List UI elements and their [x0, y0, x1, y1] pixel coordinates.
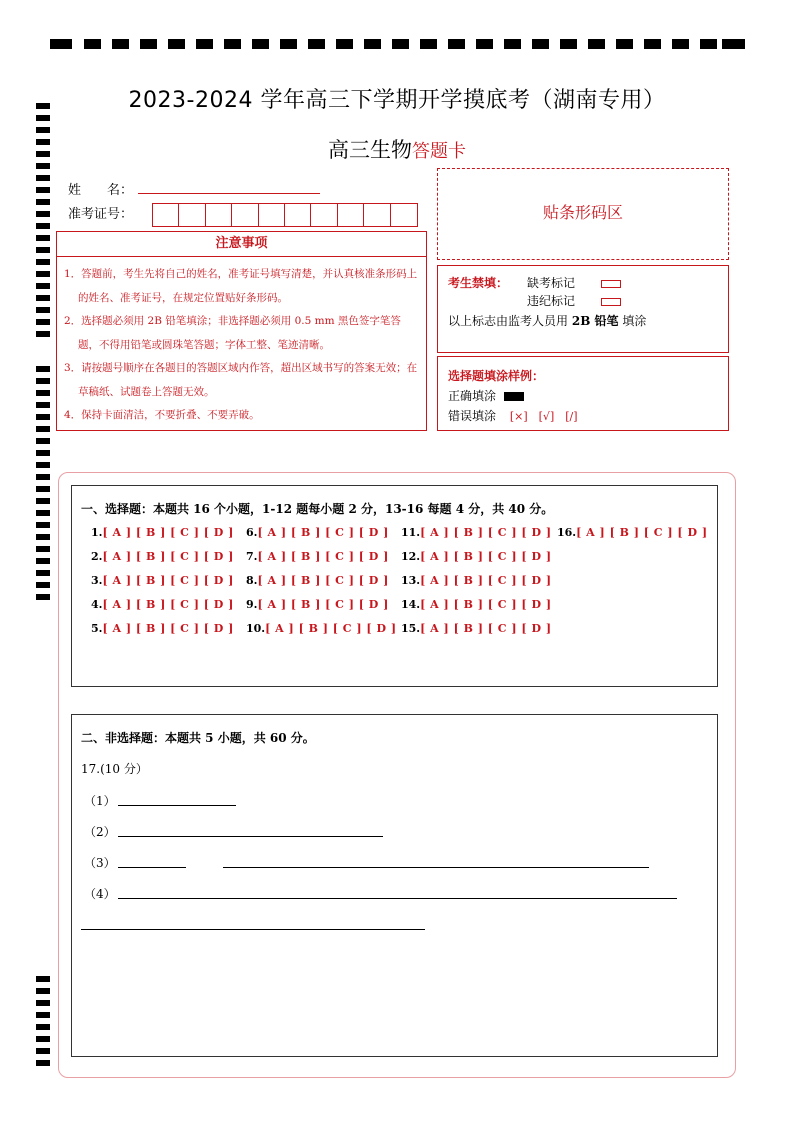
answer-options[interactable]: [ A ] [ B ] [ C ] [ D ] — [102, 574, 234, 587]
question-number: 14. — [401, 598, 421, 611]
question-number: 16. — [557, 526, 577, 539]
fill-sample-box — [437, 356, 729, 431]
question-number: 11. — [401, 526, 421, 539]
forbid-note-prefix: 以上标志由监考人员用 — [448, 314, 569, 328]
forbid-box — [437, 265, 729, 353]
question-number: 4. — [91, 598, 103, 611]
section1-title: 一、选择题：本题共 16 个小题，1-12 题每小题 2 分，13-16 每题 4 分，共 40 分。 — [81, 502, 554, 516]
part-2-label: （2） — [84, 825, 116, 839]
answer-options[interactable]: [ A ] [ B ] [ C ] [ D ] — [420, 526, 552, 539]
mc-question — [246, 550, 389, 563]
answer-options[interactable]: [ A ] [ B ] [ C ] [ D ] — [257, 574, 389, 587]
mc-question — [246, 598, 389, 611]
mc-question — [401, 574, 552, 587]
answer-options[interactable]: [ A ] [ B ] [ C ] [ D ] — [265, 622, 397, 635]
card-label: 答题卡 — [412, 141, 466, 162]
notice-item-4: 4．保持卡面清洁，不要折叠、不要弄破。 — [64, 409, 260, 421]
notice-box — [56, 231, 427, 431]
part-3-label: （3） — [84, 856, 116, 870]
answer-options[interactable]: [ A ] [ B ] [ C ] [ D ] — [420, 622, 552, 635]
forbid-note — [448, 312, 646, 329]
violation-checkbox[interactable] — [601, 298, 621, 306]
mc-question — [401, 598, 552, 611]
exam-title: 2023-2024 学年高三下学期开学摸底考（湖南专用） — [128, 88, 666, 113]
q17-label: 17.(10 分） — [81, 762, 148, 776]
question-number: 8. — [246, 574, 258, 587]
name-field[interactable] — [138, 193, 320, 194]
wrong-marks: [×] [√] [/] — [509, 410, 578, 423]
wrong-sample — [448, 407, 578, 424]
answer-options[interactable]: [ A ] [ B ] [ C ] [ D ] — [102, 550, 234, 563]
mc-question — [91, 598, 234, 611]
violation-label: 违纪标记 — [527, 294, 576, 308]
violation-mark — [527, 292, 621, 309]
notice-heading: 注意事项 — [57, 232, 426, 257]
question-number: 1. — [91, 526, 103, 539]
answer-options[interactable]: [ A ] [ B ] [ C ] [ D ] — [257, 550, 389, 563]
question-number: 5. — [91, 622, 103, 635]
wrong-label: 错误填涂 — [448, 409, 497, 423]
subject-name: 高三生物 — [328, 138, 412, 162]
answer-options[interactable]: [ A ] [ B ] [ C ] [ D ] — [576, 526, 708, 539]
answer-options[interactable]: [ A ] [ B ] [ C ] [ D ] — [420, 598, 552, 611]
mc-question — [91, 622, 234, 635]
forbid-label: 考生禁填： — [448, 276, 509, 290]
question-number: 7. — [246, 550, 258, 563]
absent-label: 缺考标记 — [527, 276, 576, 290]
part-4-label: （4） — [84, 887, 116, 901]
mc-question — [246, 622, 397, 635]
absent-mark — [527, 274, 621, 291]
mc-question — [401, 550, 552, 563]
mc-question — [91, 550, 234, 563]
part-3-blank-b[interactable] — [223, 867, 649, 868]
mc-question — [246, 526, 389, 539]
question-number: 13. — [401, 574, 421, 587]
absent-checkbox[interactable] — [601, 280, 621, 288]
filled-mark-icon — [504, 392, 524, 401]
forbid-note-suffix: 填涂 — [622, 314, 647, 328]
question-number: 9. — [246, 598, 258, 611]
answer-options[interactable]: [ A ] [ B ] [ C ] [ D ] — [420, 550, 552, 563]
part-3-blank-a[interactable] — [118, 867, 186, 868]
answer-options[interactable]: [ A ] [ B ] [ C ] [ D ] — [420, 574, 552, 587]
correct-sample — [448, 387, 524, 404]
answer-options[interactable]: [ A ] [ B ] [ C ] [ D ] — [102, 598, 234, 611]
section2-title: 二、非选择题：本题共 5 小题，共 60 分。 — [81, 731, 315, 745]
part-4-blank-continued[interactable] — [81, 929, 425, 930]
multiple-choice-section — [71, 485, 718, 687]
part-2-blank[interactable] — [118, 836, 383, 837]
answer-options[interactable]: [ A ] [ B ] [ C ] [ D ] — [102, 622, 234, 635]
question-number: 15. — [401, 622, 421, 635]
mc-question — [557, 526, 708, 539]
free-response-section — [71, 714, 718, 1057]
mc-question — [246, 574, 389, 587]
forbid-note-pencil: 2B 铅笔 — [571, 314, 619, 328]
notice-item-1: 1．答题前，考生先将自己的姓名，准考证号填写清楚，并认真核准条形码上的姓名、准考证号，在规定位置贴好条形码。 — [64, 268, 418, 304]
id-label: 准考证号： — [68, 207, 134, 222]
question-number: 2. — [91, 550, 103, 563]
answer-options[interactable]: [ A ] [ B ] [ C ] [ D ] — [257, 598, 389, 611]
question-number: 3. — [91, 574, 103, 587]
exam-id-boxes[interactable] — [152, 203, 418, 227]
mc-question — [401, 622, 552, 635]
notice-item-2: 2．选择题必须用 2B 铅笔填涂；非选择题必须用 0.5 mm 黑色签字笔答题，不得用铅笔或圆珠笔答题；字体工整、笔迹清晰。 — [64, 315, 401, 351]
question-number: 6. — [246, 526, 258, 539]
timing-marks-top — [50, 39, 745, 51]
sample-title: 选择题填涂样例： — [448, 369, 545, 383]
correct-label: 正确填涂 — [448, 389, 497, 403]
question-number: 10. — [246, 622, 266, 635]
answer-options[interactable]: [ A ] [ B ] [ C ] [ D ] — [257, 526, 389, 539]
mc-question — [401, 526, 552, 539]
question-number: 12. — [401, 550, 421, 563]
answer-options[interactable]: [ A ] [ B ] [ C ] [ D ] — [102, 526, 234, 539]
mc-question — [91, 574, 234, 587]
part-1-blank[interactable] — [118, 805, 236, 806]
notice-item-3: 3．请按题号顺序在各题目的答题区域内作答，超出区域书写的答案无效；在草稿纸、试题卷上答题无效。 — [64, 362, 418, 398]
subject-title — [0, 134, 794, 164]
part-4-blank[interactable] — [118, 898, 677, 899]
barcode-area: 贴条形码区 — [437, 168, 729, 260]
name-label: 姓 名： — [68, 183, 134, 198]
part-1-label: （1） — [84, 794, 116, 808]
mc-question — [91, 526, 234, 539]
